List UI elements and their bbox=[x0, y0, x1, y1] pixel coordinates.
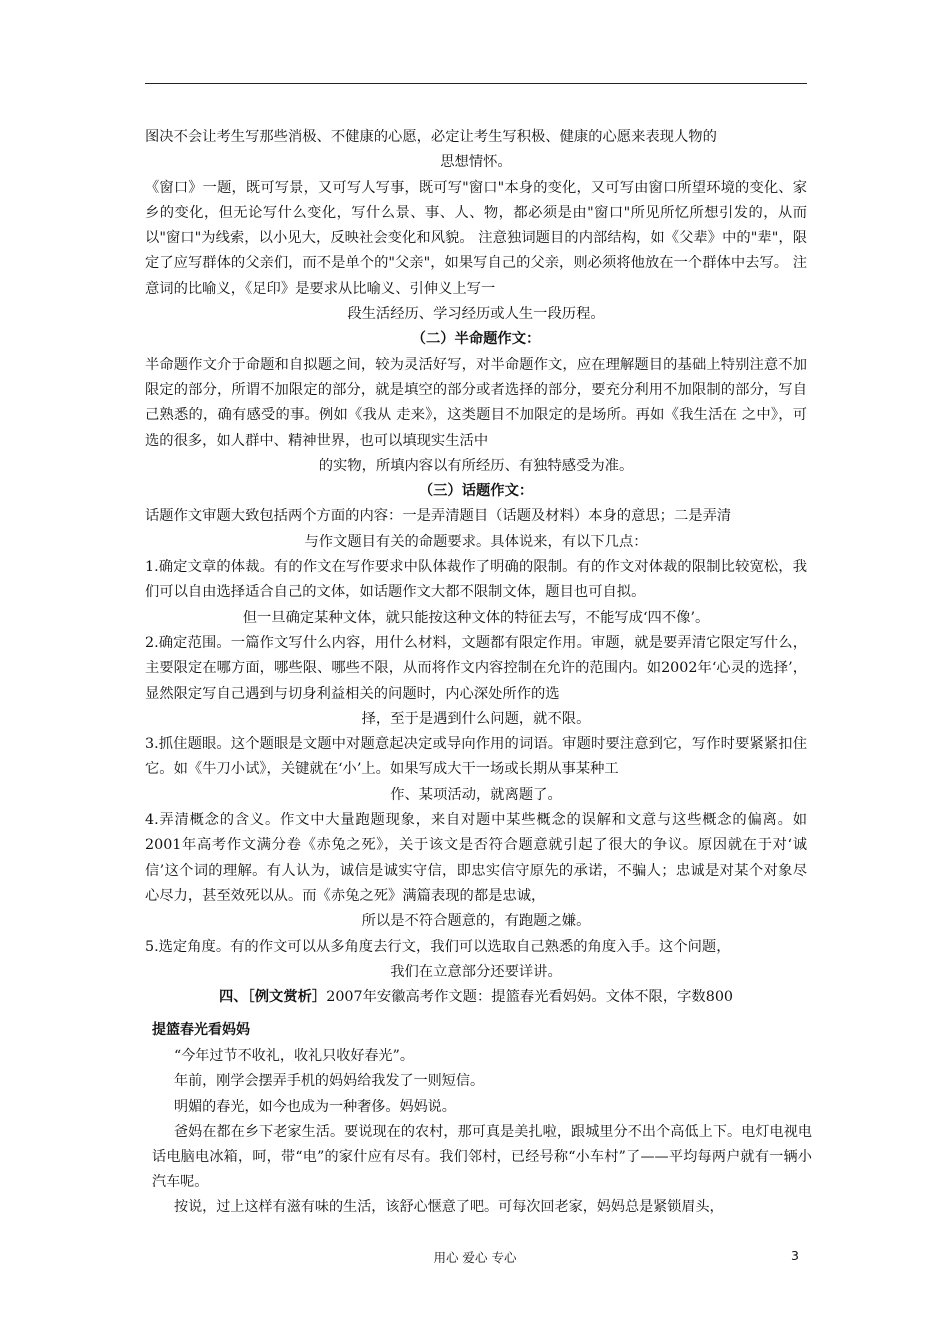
example-essay bbox=[152, 1018, 812, 1221]
main-text bbox=[145, 125, 807, 1010]
paragraph-end: 作、某项活动，就离题了。 bbox=[390, 786, 562, 803]
essay-line: 年前，刚学会摆弄手机的妈妈给我发了一则短信。 bbox=[174, 1073, 485, 1090]
example-heading bbox=[145, 985, 807, 1010]
header-rule bbox=[145, 83, 807, 84]
example-text: 2007年安徽高考作文题：提篮春光看妈妈。文体不限，字数800 bbox=[326, 989, 734, 1006]
essay-line: 按说，过上这样有滋有味的生活，该舒心惬意了吧。可每次回老家，妈妈总是紧锁眉头， bbox=[174, 1199, 724, 1216]
essay-line: 明媚的春光，如今也成为一种奢侈。妈妈说。 bbox=[174, 1098, 456, 1115]
paragraph-end: 择，至于是遇到什么问题，就不限。 bbox=[361, 710, 591, 727]
paragraph-end: 思想情怀。 bbox=[440, 154, 512, 171]
paragraph-end: 但一旦确定某种文体，就只能按这种文体的特征去写，不能写成‘四不像’。 bbox=[242, 609, 710, 626]
list-item: 1.确定文章的体裁。有的作文在写作要求中队体裁作了明确的限制。有的作文对体裁的限制比较宽松，我们可以自由选择适合自己的文体，如话题作文大都不限制文体，题目也可自拟。 bbox=[145, 559, 807, 601]
section-heading: （三）话题作文： bbox=[418, 483, 534, 500]
footer-motto: 用心 爱心 专心 bbox=[433, 1250, 517, 1265]
list-item: 2.确定范围。一篇作文写什么内容，用什么材料，文题都有限定作用。审题，就是要弄清它限定写什么，主要限定在哪方面，哪些限、哪些不限，从而将作文内容控制在允许的范围内。如2002年‘心灵的选择’，显然限定写自己遇到与切身利益相关的问题时，内心深处所作的选 bbox=[145, 634, 807, 702]
paragraph-end: 与作文题目有关的命题要求。具体说来，有以下几点： bbox=[304, 533, 648, 550]
essay-title: 提篮春光看妈妈 bbox=[152, 1022, 250, 1038]
list-item: 3.抓住题眼。这个题眼是文题中对题意起决定或导向作用的词语。审题时要注意到它，写作时要紧紧扣住它。如《牛刀小试》，关键就在‘小’上。如果写成大干一场或长期从事某种工 bbox=[145, 736, 807, 778]
paragraph: 话题作文审题大致包括两个方面的内容：一是弄清题目（话题及材料）本身的意思；二是弄清 bbox=[145, 508, 732, 525]
paragraph-end: 段生活经历、学习经历或人生一段历程。 bbox=[347, 306, 605, 323]
list-item: 4.弄清概念的含义。作文中大量跑题现象，来自对题中某些概念的误解和文意与这些概念的偏离。如2001年高考作文满分卷《赤兔之死》，关于该文是否符合题意就引起了很大的争议。原因就在于对‘诚信’这个词的理解。有人认为，诚信是诚实守信，即忠实信守原先的承诺，不骗人；忠诚是对某个对象尽心尽力，甚至效死以从。而《赤兔之死》满篇表现的都是忠诚， bbox=[145, 812, 807, 904]
paragraph-end: 我们在立意部分还要详讲。 bbox=[390, 963, 562, 980]
essay-line: 爸妈在都在乡下老家生活。要说现在的农村，那可真是美扎啦，跟城里分不出个高低上下。电灯电视电话电脑电冰箱，呵，带“电”的家什应有尽有。我们邻村，已经号称“小车村”了——平均每两户就有一辆小汽车呢。 bbox=[152, 1123, 812, 1191]
section-heading: （二）半命题作文： bbox=[411, 331, 541, 348]
paragraph-end: 所以是不符合题意的，有跑题之嫌。 bbox=[361, 913, 591, 930]
paragraph: 《窗口》一题，既可写景，又可写人写事，既可写"窗口"本身的变化，又可写由窗口所望环境的变化、家乡的变化，但无论写什么变化，写什么景、事、人、物，都必须是由"窗口"所见所忆所想引发的，从而以"窗口"为线索，以小见大，反映社会变化和风貌。 注意独词题目的内部结构，如《父辈》中的"辈"，限定了应写群体的父亲们，而不是单个的"父亲"，如果写自己的父亲，则必须将他放在一个群体中去写。 注意词的比喻义，《足印》是要求从比喻义、引伸义上写一 bbox=[145, 179, 807, 297]
list-item: 5.选定角度。有的作文可以从多角度去行文，我们可以选取自己熟悉的角度入手。这个问题， bbox=[145, 938, 731, 955]
example-label: 四、［例文赏析］ bbox=[218, 989, 327, 1006]
paragraph-end: 的实物，所填内容以有所经历、有独特感受为准。 bbox=[318, 457, 634, 474]
essay-line: “今年过节不收礼，收礼只收好春光”。 bbox=[174, 1048, 414, 1065]
paragraph: 图决不会让考生写那些消极、不健康的心愿，必定让考生写积极、健康的心愿来表现人物的 bbox=[145, 129, 717, 145]
paragraph: 半命题作文介于命题和自拟题之间，较为灵活好写，对半命题作文，应在理解题目的基础上特别注意不加限定的部分，所谓不加限定的部分，就是填空的部分或者选择的部分，要充分利用不加限制的部分，写自己熟悉的，确有感受的事。例如《我从 走来》，这类题目不加限定的是场所。再如《我生活在 之中》，可选的很多，如人群中、精神世界，也可以填现实生活中 bbox=[145, 356, 807, 449]
page-number: 3 bbox=[791, 1248, 799, 1263]
